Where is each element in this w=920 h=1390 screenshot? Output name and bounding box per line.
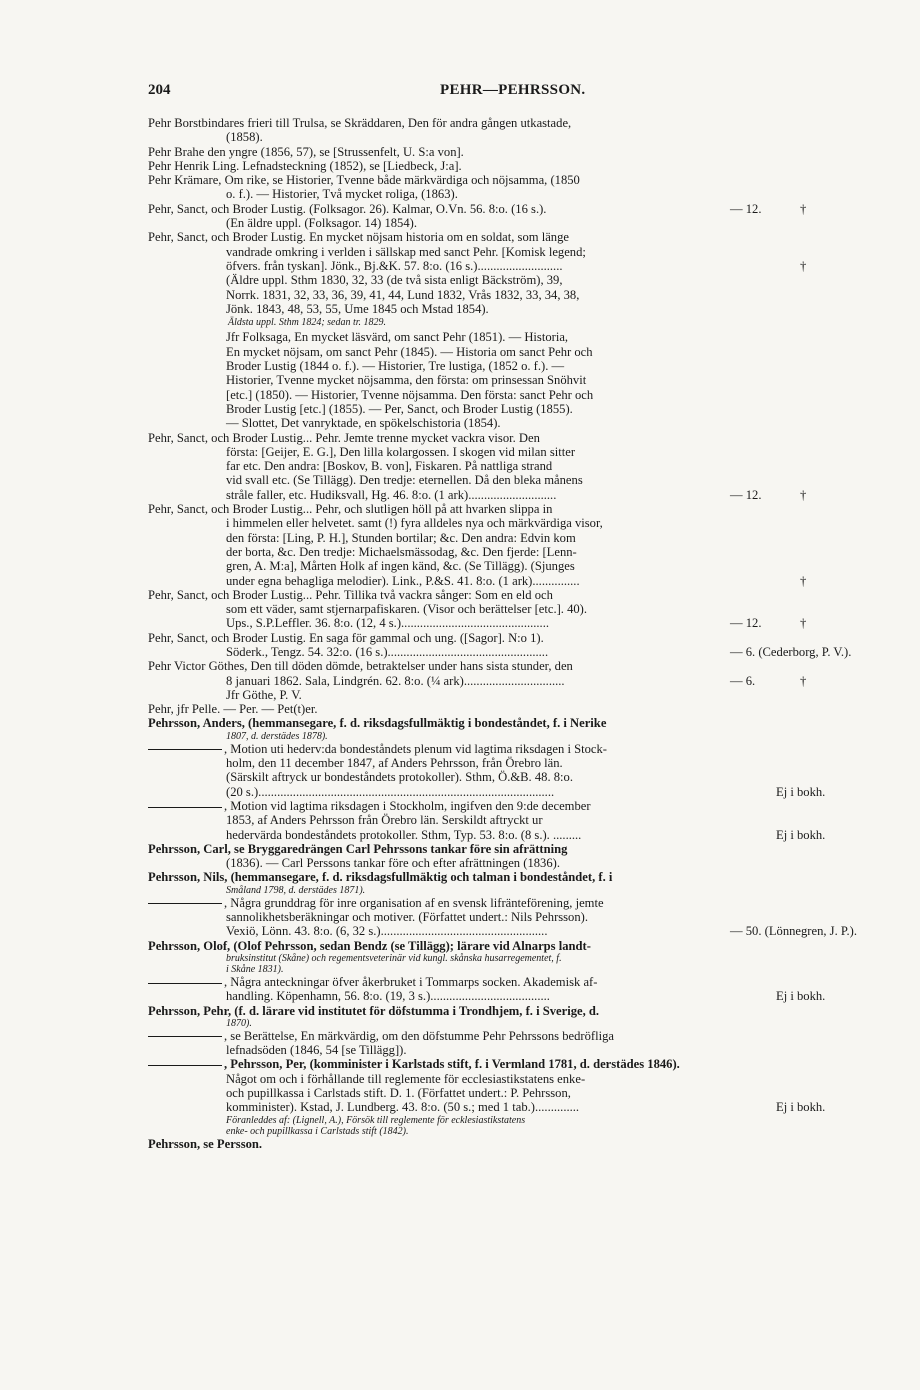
entry-line: Pehr Krämare, Om rike, se Historier, Tvenne både märkvärdiga och nöjsamma, (1850 bbox=[148, 173, 580, 188]
entry-line-text: , se Berättelse, En märkvärdig, om den döfstumme Pehr Pehrssons bedröfliga bbox=[224, 1028, 614, 1043]
entry-line: vandrade omkring i verlden i sällskap med sanct Pehr. [Komisk legend; bbox=[226, 244, 586, 259]
catalogue-entry bbox=[148, 702, 728, 716]
entry-line: vid svall etc. (Se Tillägg). Den tredje: eternellen. Då den bleka månens bbox=[226, 473, 583, 488]
entry-line-text: , Motion uti hederv:da bondeståndets plenum vid lagtima riksdagen i Stock- bbox=[224, 741, 607, 756]
entry-line: Pehrsson, Pehr, (f. d. lärare vid institutet för döfstumma i Trondhjem, f. i Sverige, d. bbox=[148, 1003, 600, 1018]
entry-line: (En äldre uppl. (Folksagor. 14) 1854). bbox=[226, 216, 417, 231]
entry-line: Pehrsson, Anders, (hemmansegare, f. d. riksdagsfullmäktig i bondeståndet, f. i Nerike bbox=[148, 716, 607, 731]
entry-line: Något om och i förhållande till reglemente för ecclesiastikstatens enke- bbox=[226, 1071, 586, 1086]
entry-line: [etc.] (1850). — Historier, Tvenne nöjsamma. Den första: sanct Pehr och bbox=[226, 387, 594, 402]
catalogue-entry bbox=[148, 145, 728, 159]
price-note: Ej i bokh. bbox=[776, 827, 826, 842]
catalogue-entry bbox=[148, 159, 728, 173]
entry-line: (Äldre uppl. Sthm 1830, 32, 33 (de två sista enligt Bäckström), 39, bbox=[226, 273, 563, 288]
entry-line: Äldsta uppl. Sthm 1824; sedan tr. 1829. bbox=[228, 317, 387, 329]
entry-line-text: , Några grunddrag för inre organisation af en svensk lifränteförening, jemte bbox=[224, 895, 604, 910]
entry-line: och pupillkassa i Carlstads stift. D. 1. (Författet undert.: P. Pehrsson, bbox=[226, 1086, 571, 1100]
entry-line: handling. Köpenhamn, 56. 8:o. (19, 3 s.)...................................... bbox=[226, 989, 550, 1004]
entry-line: 1807, d. derstädes 1878). bbox=[226, 730, 328, 742]
entry-line: 8 januari 1862. Sala, Lindgrén. 62. 8:o. (¼ ark)................................ bbox=[226, 673, 565, 688]
dagger-mark: † bbox=[800, 258, 807, 273]
dagger-mark: † bbox=[800, 673, 807, 688]
entry-line: under egna behagliga melodier). Link., P.&S. 41. 8:o. (1 ark)............... bbox=[226, 573, 580, 588]
entry-line: Pehr Victor Göthes, Den till döden dömde, betraktelser under hans sista stunder, den bbox=[148, 659, 573, 674]
entry-line: Söderk., Tengz. 54. 32:o. (16 s.)................................................... bbox=[226, 644, 549, 659]
entry-line bbox=[148, 742, 728, 756]
entry-line: (1836). — Carl Perssons tankar före och efter afrättningen (1836). bbox=[226, 856, 560, 871]
entry-line: sannolikhetsberäkningar och motiver. (Författet undert.: Nils Pehrsson). bbox=[226, 910, 588, 925]
catalogue-entry bbox=[148, 1004, 728, 1029]
entry-line: bruksinstitut (Skåne) och regementsveterinär vid kungl. skånska husarregementet, f. bbox=[226, 952, 562, 964]
entry-line: Pehrsson, se Persson. bbox=[148, 1136, 263, 1151]
price-note: — 6. bbox=[730, 673, 756, 688]
entry-line: i Skåne 1831). bbox=[226, 963, 284, 975]
entry-line bbox=[148, 896, 728, 910]
page-header bbox=[148, 82, 908, 102]
ditto-dash bbox=[148, 1065, 222, 1066]
entry-line bbox=[148, 975, 728, 989]
entry-line-text: , Pehrsson, Per, (komminister i Karlstads stift, f. i Vermland 1781, d. derstädes 1846). bbox=[224, 1057, 680, 1072]
entry-line: Ups., S.P.Leffler. 36. 8:o. (12, 4 s.)............................................... bbox=[226, 616, 550, 631]
ditto-dash bbox=[148, 903, 222, 904]
entries-list bbox=[148, 116, 728, 1151]
entry-line: enke- och pupillkassa i Carlstads stift (1842). bbox=[226, 1125, 409, 1137]
entry-line: Småland 1798, d. derstädes 1871). bbox=[226, 884, 366, 896]
catalogue-entry bbox=[148, 1137, 728, 1151]
entry-line-text: , Några anteckningar öfver åkerbruket i Tommarps socken. Akademisk af- bbox=[224, 974, 598, 989]
entry-line: Pehr, Sanct, och Broder Lustig. (Folksagor. 26). Kalmar, O.Vn. 56. 8:o. (16 s.). bbox=[148, 201, 547, 216]
entry-line: Pehr Brahe den yngre (1856, 57), se [Strussenfelt, U. S:a von]. bbox=[148, 144, 464, 159]
entry-line: 1870). bbox=[226, 1017, 252, 1029]
entry-line: far etc. Den andra: [Boskov, B. von], Fiskaren. På nattliga strand bbox=[226, 459, 553, 474]
catalogue-entry bbox=[148, 716, 728, 741]
entry-line bbox=[148, 1029, 728, 1043]
price-note: Ej i bokh. bbox=[776, 989, 826, 1004]
catalogue-entry bbox=[148, 742, 728, 799]
price-note: Ej i bokh. bbox=[776, 784, 826, 799]
entry-line: holm, den 11 december 1847, af Anders Pehrsson, från Örebro län. bbox=[226, 756, 563, 771]
entry-line: stråle faller, etc. Hudiksvall, Hg. 46. 8:o. (1 ark)............................ bbox=[226, 487, 557, 502]
entry-line: Pehr, jfr Pelle. — Per. — Pet(t)er. bbox=[148, 702, 318, 717]
price-note: — 50. (Lönnegren, J. P.). bbox=[730, 924, 857, 939]
entry-line: (1858). bbox=[226, 130, 263, 145]
entry-line: Norrk. 1831, 32, 33, 36, 39, 41, 44, Lund 1832, Vrås 1832, 33, 34, 38, bbox=[226, 287, 580, 302]
catalogue-entry bbox=[148, 659, 728, 702]
dagger-mark: † bbox=[800, 573, 807, 588]
ditto-dash bbox=[148, 983, 222, 984]
entry-line: Föranleddes af: (Lignell, A.), Försök till reglemente för ecklesiastikstatens bbox=[226, 1114, 526, 1126]
entry-line: Pehrsson, Olof, (Olof Pehrsson, sedan Bendz (se Tillägg); lärare vid Alnarps landt- bbox=[148, 938, 591, 953]
entry-line: gren, A. M:a], Mårten Holk af ingen känd, &c. (Se Tillägg). (Sjunges bbox=[226, 559, 575, 574]
entry-line: Pehr, Sanct, och Broder Lustig... Pehr, och slutligen höll på att hvarken slippa in bbox=[148, 502, 553, 517]
price-note: — 12. bbox=[730, 201, 762, 216]
catalogue-entry bbox=[148, 975, 728, 1004]
ditto-dash bbox=[148, 1036, 222, 1037]
catalogue-entry bbox=[148, 588, 728, 631]
entry-line: Vexiö, Lönn. 43. 8:o. (6, 32 s.)..................................................... bbox=[226, 924, 548, 939]
entry-line: lefnadsöden (1846, 54 [se Tillägg]). bbox=[226, 1043, 407, 1058]
catalogue-entry bbox=[148, 939, 728, 975]
entry-line: Jfr Folksaga, En mycket läsvärd, om sanct Pehr (1851). — Historia, bbox=[226, 330, 569, 345]
entry-line: 1853, af Anders Pehrsson från Örebro län. Serskildt aftryckt ur bbox=[226, 813, 543, 828]
entry-line: Broder Lustig [etc.] (1855). — Per, Sanct, och Broder Lustig (1855). bbox=[226, 401, 573, 416]
entry-line: Jfr Göthe, P. V. bbox=[226, 687, 302, 702]
dagger-mark: † bbox=[800, 616, 807, 631]
entry-line: (20 s.).............................................................................................. bbox=[226, 784, 555, 799]
price-note: — 6. (Cederborg, P. V.). bbox=[730, 644, 852, 659]
entry-line: Pehrsson, Nils, (hemmansegare, f. d. riksdagsfullmäktig och talman i bondeståndet, f. i bbox=[148, 870, 613, 885]
entry-line: En mycket nöjsam, om sanct Pehr (1845). — Historia om sanct Pehr och bbox=[226, 344, 593, 359]
entry-line bbox=[148, 1057, 728, 1071]
entry-line bbox=[148, 799, 728, 813]
entry-line-text: , Motion vid lagtima riksdagen i Stockholm, ingifven den 9:de december bbox=[224, 798, 591, 813]
catalogue-entry bbox=[148, 1057, 728, 1136]
entry-line: — Slottet, Det vanryktade, en spökelschistoria (1854). bbox=[226, 416, 501, 431]
entry-line: första: [Geijer, E. G.], Den lilla kolargossen. I skogen vid milan sitter bbox=[226, 444, 576, 459]
entry-line: Pehr Borstbindares frieri till Trulsa, se Skräddaren, Den för andra gången utkastade, bbox=[148, 116, 572, 130]
catalogue-entry bbox=[148, 799, 728, 842]
price-note: Ej i bokh. bbox=[776, 1100, 826, 1115]
entry-line: Jönk. 1843, 48, 53, 55, Ume 1845 och Mstad 1854). bbox=[226, 301, 489, 316]
entry-line: komminister). Kstad, J. Lundberg. 43. 8:o. (50 s.; med 1 tab.).............. bbox=[226, 1100, 580, 1115]
catalogue-entry bbox=[148, 202, 728, 231]
entry-line: Pehr, Sanct, och Broder Lustig... Pehr. Tillika två vackra sånger: Som en eld och bbox=[148, 587, 553, 602]
entry-line: Pehr, Sanct, och Broder Lustig... Pehr. Jemte trenne mycket vackra visor. Den bbox=[148, 430, 540, 445]
dagger-mark: † bbox=[800, 487, 807, 502]
entry-line: öfvers. från tyskan]. Jönk., Bj.&K. 57. 8:o. (16 s.)........................... bbox=[226, 258, 563, 273]
catalogue-entry bbox=[148, 116, 728, 145]
catalogue-entry bbox=[148, 1029, 728, 1058]
entry-line: Broder Lustig (1844 o. f.). — Historier, Tre lustiga, (1852 o. f.). — bbox=[226, 359, 565, 374]
ditto-dash bbox=[148, 749, 222, 750]
entry-line: i himmelen eller helvetet. samt (!) fyra alldeles nya och märkvärdiga visor, bbox=[226, 516, 603, 531]
entry-line: o. f.). — Historier, Två mycket roliga, (1863). bbox=[226, 187, 458, 202]
entry-line: hedervärda bondeståndets protokoller. Sthm, Typ. 53. 8:o. (8 s.). ......... bbox=[226, 827, 582, 842]
catalogue-entry bbox=[148, 870, 728, 895]
catalogue-entry bbox=[148, 631, 728, 660]
catalogue-entry bbox=[148, 502, 728, 588]
dagger-mark: † bbox=[800, 201, 807, 216]
price-note: — 12. bbox=[730, 616, 762, 631]
entry-line: Pehrsson, Carl, se Bryggaredrängen Carl Pehrssons tankar före sin afrättning bbox=[148, 841, 568, 856]
entry-line: Pehr, Sanct, och Broder Lustig. En saga för gammal och ung. ([Sagor]. N:o 1). bbox=[148, 630, 544, 645]
entry-line: Historier, Tvenne mycket nöjsamma, den första: om prinsessan Snöhvit bbox=[226, 373, 587, 388]
entry-line: der borta, &c. Den tredje: Michaelsmässodag, &c. Den fjerde: [Lenn- bbox=[226, 544, 577, 559]
catalogue-entry bbox=[148, 230, 728, 430]
page-number: 204 bbox=[148, 82, 171, 98]
price-note: — 12. bbox=[730, 487, 762, 502]
entry-line: den första: [Ling, P. H.], Stunden bortilar; &c. Den andra: Edvin kom bbox=[226, 530, 576, 545]
catalogue-entry bbox=[148, 431, 728, 502]
entry-line: Pehr, Sanct, och Broder Lustig. En mycket nöjsam historia om en soldat, som länge bbox=[148, 230, 569, 245]
entry-line: som ett väder, samt stjernarpafiskaren. (Visor och berättelser [etc.]. 40). bbox=[226, 602, 588, 617]
entry-line: (Särskilt aftryck ur bondeståndets protokoller). Sthm, Ö.&B. 48. 8:o. bbox=[226, 770, 573, 785]
entry-line: Pehr Henrik Ling. Lefnadsteckning (1852), se [Liedbeck, J:a]. bbox=[148, 158, 462, 173]
catalogue-entry bbox=[148, 896, 728, 939]
ditto-dash bbox=[148, 807, 222, 808]
catalogue-entry bbox=[148, 842, 728, 871]
catalogue-entry bbox=[148, 173, 728, 202]
running-title: PEHR—PEHRSSON. bbox=[440, 82, 586, 98]
